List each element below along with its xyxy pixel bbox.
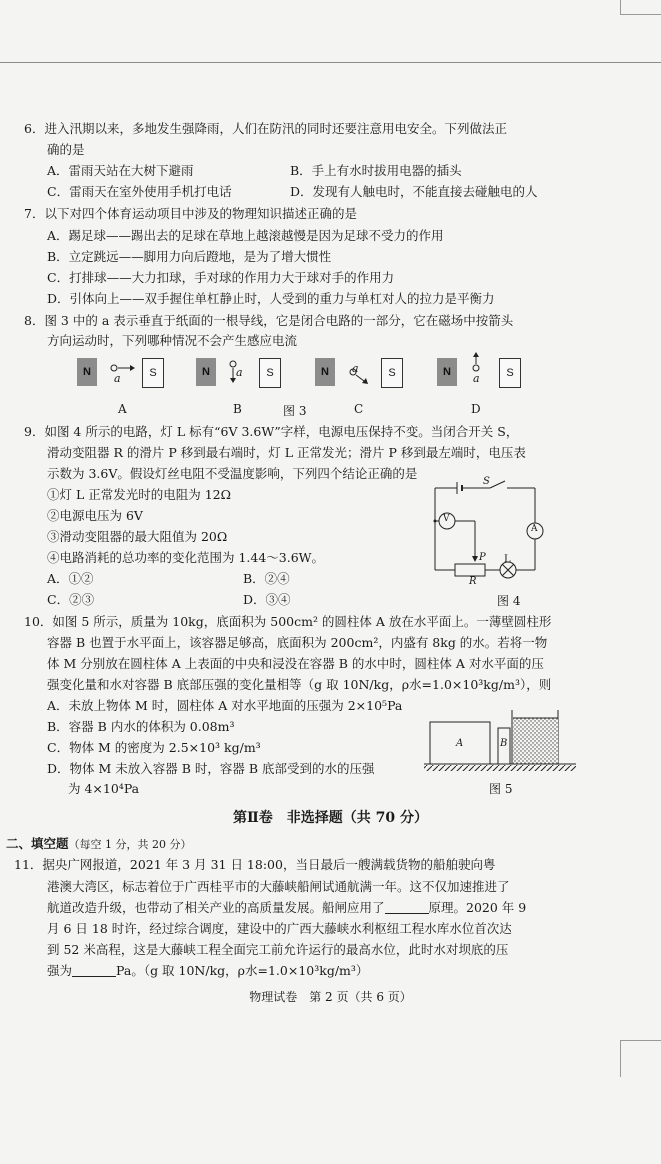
q9-statement-1: ①灯 L 正常发光时的电阻为 12Ω: [47, 487, 231, 502]
q11-line-6-text: 强为: [47, 963, 73, 978]
q11-answer-blank-1[interactable]: [385, 901, 429, 914]
q7-option-b: B．立定跳远——脚用力向后蹬地，是为了增大惯性: [47, 249, 332, 264]
q10-option-c: C．物体 M 的密度为 2.5×10³ kg/m³: [47, 740, 261, 755]
q9-option-d: D．③④: [243, 592, 291, 607]
q6-stem: 6．进入汛期以来，多地发生强降雨，人们在防汛的同时还要注意用电安全。下列做法正: [24, 121, 507, 136]
fig4-label-r: R: [469, 576, 477, 587]
magnet-n: N: [437, 358, 457, 386]
magnet-s: S: [499, 358, 521, 388]
q11-answer-blank-2[interactable]: [72, 964, 116, 977]
q11-line-3: [47, 900, 526, 916]
fig4-label-p: P: [479, 552, 486, 563]
q8-stem-cont: 方向运动时，下列哪种情况不会产生感应电流: [47, 333, 298, 348]
q9-statement-3: ③滑动变阻器的最大阻值为 20Ω: [47, 529, 228, 544]
q10-stem-cont: 体 M 分别放在圆柱体 A 上表面的中央和浸没在容器 B 的水中时，圆柱体 A 对水平面的压: [47, 656, 544, 671]
q11-line-5: 到 52 米高程，这是大藤峡工程全面完工前允许运行的最高水位，此时水对坝底的压: [47, 942, 509, 957]
q10-option-a: A．未放上物体 M 时，圆柱体 A 对水平地面的压强为 2×10⁵Pa: [47, 698, 403, 713]
wire-a-label: a: [352, 362, 359, 375]
wire-a-label: a: [236, 366, 243, 379]
fig4-label-l: L: [504, 554, 511, 565]
q7-stem: 7．以下对四个体育运动项目中涉及的物理知识描述正确的是: [24, 206, 357, 221]
ammeter-symbol: A: [531, 524, 538, 534]
q11-line-3-text: 航道改造升级，也带动了相关产业的高质量发展。船闸应用了: [47, 900, 385, 915]
top-rule: [0, 62, 661, 63]
q9-option-c: C．②③: [47, 592, 95, 607]
section-note: （每空 1 分，共 20 分）: [68, 838, 192, 851]
q7-option-c: C．打排球——大力扣球，手对球的作用力大于球对手的作用力: [47, 270, 395, 285]
q8-stem: 8．图 3 中的 a 表示垂直于纸面的一根导线，它是闭合电路的一部分，它在磁场中按箭头: [24, 313, 514, 328]
fig3-caption: 图 3: [283, 404, 307, 418]
q6-stem-cont: 确的是: [47, 142, 85, 157]
magnet-n: N: [196, 358, 216, 386]
q10-stem-cont: 容器 B 也置于水平面上，该容器足够高，底面积为 200cm²，内盛有 8kg 的水。若将一物: [47, 635, 548, 650]
page-corner-mark: [620, 1040, 661, 1077]
q10-option-d: D．物体 M 未放入容器 B 时，容器 B 底部受到的水的压强: [47, 761, 375, 776]
q11-line-6-tail: Pa。（g 取 10N/kg，ρ水=1.0×10³kg/m³）: [116, 963, 369, 978]
wire-a-label: a: [473, 372, 480, 385]
magnet-n: N: [77, 358, 97, 386]
q11-line-3-tail: 原理。2020 年 9: [428, 900, 527, 915]
q10-option-d-cont: 为 4×10⁴Pa: [68, 781, 140, 796]
fig5-label-a: A: [456, 738, 464, 749]
magnet-s: S: [381, 358, 403, 388]
q7-option-a: A．踢足球——踢出去的足球在草地上越滚越慢是因为足球不受力的作用: [47, 228, 444, 243]
magnet-s: S: [142, 358, 164, 388]
fig5-caption: 图 5: [489, 782, 513, 796]
section-heading: [6, 836, 192, 853]
voltmeter-symbol: V: [443, 514, 450, 524]
q6-option-d: D．发现有人触电时，不能直接去碰触电的人: [290, 184, 538, 199]
q9-option-b: B．②④: [243, 571, 290, 586]
fig4-caption: 图 4: [497, 594, 521, 608]
fig4-label-s: S: [483, 476, 490, 487]
q9-statement-2: ②电源电压为 6V: [47, 508, 143, 523]
q10-stem: 10．如图 5 所示，质量为 10kg，底面积为 500cm² 的圆柱体 A 放在水平面上。一薄壁圆柱形: [24, 614, 552, 629]
fig3-label-a: A: [118, 402, 127, 416]
page-footer: 物理试卷 第 2 页（共 6 页）: [249, 990, 412, 1004]
figure-3-wires: [0, 350, 661, 395]
fig3-label-d: D: [471, 402, 481, 416]
fig3-label-b: B: [233, 402, 242, 416]
fig3-label-c: C: [354, 402, 364, 416]
magnet-n: N: [315, 358, 335, 386]
q11-line-4: 月 6 日 18 时许，经过综合调度，建设中的广西大藤峡水利枢纽工程水库水位首次达: [47, 921, 512, 936]
q11-line-1: 11．据央广网报道，2021 年 3 月 31 日 18:00，当日最后一艘满载货物的船舶驶向粤: [14, 857, 496, 872]
q6-option-c: C．雷雨天在室外使用手机打电话: [47, 184, 232, 199]
q11-line-2: 港澳大湾区，标志着位于广西桂平市的大藤峡船闸试通航满一年。这不仅加速推进了: [47, 879, 510, 894]
q9-stem: 9．如图 4 所示的电路，灯 L 标有“6V 3.6W”字样，电源电压保持不变。当闭合开关 S，: [24, 424, 519, 439]
q10-stem-cont: 强变化量和水对容器 B 底部压强的变化量相等（g 取 10N/kg，ρ水=1.0×10³kg/m³），则: [47, 677, 552, 692]
q7-option-d: D．引体向上——双手握住单杠静止时，人受到的重力与单杠对人的拉力是平衡力: [47, 291, 495, 306]
fig5-label-b: B: [500, 738, 508, 749]
part2-title: 第Ⅱ卷 非选择题（共 70 分）: [232, 810, 429, 826]
q9-stem-cont: 滑动变阻器 R 的滑片 P 移到最右端时，灯 L 正常发光；滑片 P 移到最左端时，电压表: [47, 445, 526, 460]
q10-option-b: B．容器 B 内水的体积为 0.08m³: [47, 719, 235, 734]
section-title: 二、填空题: [6, 836, 69, 851]
q9-option-a: A．①②: [47, 571, 94, 586]
page-corner-mark: [620, 0, 661, 15]
magnet-s: S: [259, 358, 281, 388]
q11-line-6: [47, 963, 368, 979]
q6-option-b: B．手上有水时拔用电器的插头: [290, 163, 462, 178]
q9-stem-cont: 示数为 3.6V。假设灯丝电阻不受温度影响，下列四个结论正确的是: [47, 466, 418, 481]
wire-a-label: a: [114, 372, 121, 385]
q9-statement-4: ④电路消耗的总功率的变化范围为 1.44～3.6W。: [47, 550, 325, 565]
q6-option-a: A．雷雨天站在大树下避雨: [47, 163, 194, 178]
